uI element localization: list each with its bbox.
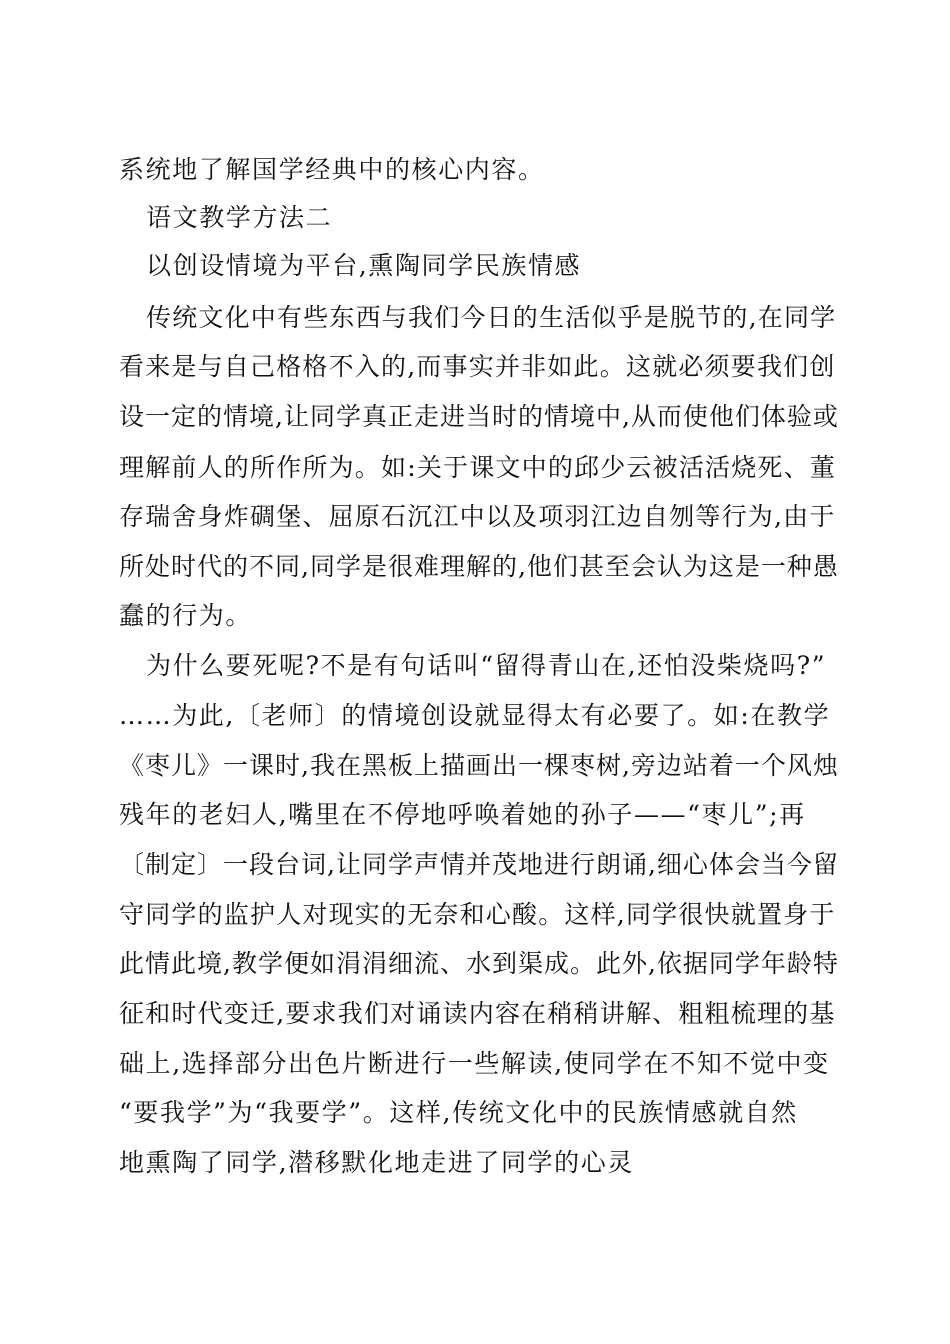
section-subheading: 以创设情境为平台,熏陶同学民族情感 [146, 251, 582, 280]
text-line: 〔制定〕一段台词,让同学声情并茂地进行朗诵,细心体会当今留 [119, 850, 839, 879]
text-line: 所处时代的不同,同学是很难理解的,他们甚至会认为这是一种愚 [119, 552, 839, 581]
section-heading: 语文教学方法二 [146, 203, 333, 232]
text-line: 蠢的行为。 [119, 601, 253, 630]
text-line: 理解前人的所作所为。如:关于课文中的邱少云被活活烧死、董 [119, 453, 837, 482]
text-line: ……为此,〔老师〕的情境创设就显得太有必要了。如:在教学 [119, 701, 831, 730]
text-line: 系统地了解国学经典中的核心内容。 [119, 155, 545, 184]
text-line: 设一定的情境,让同学真正走进当时的情境中,从而使他们体验或 [119, 402, 839, 431]
text-line: 传统文化中有些东西与我们今日的生活似乎是脱节的,在同学 [146, 303, 837, 332]
text-line: 守同学的监护人对现实的无奈和心酸。这样,同学很快就置身于 [119, 900, 836, 929]
text-line: “要我学”为“我要学”。这样,传统文化中的民族情感就自然 [119, 1098, 798, 1127]
text-line: 为什么要死呢?不是有句话叫“留得青山在,还怕没柴烧吗?” [146, 651, 827, 680]
text-line: 残年的老妇人,嘴里在不停地呼唤着她的孙子——“枣儿”;再 [119, 800, 806, 829]
text-line: 地熏陶了同学,潜移默化地走进了同学的心灵 [119, 1148, 634, 1177]
text-line: 征和时代变迁,要求我们对诵读内容在稍稍讲解、粗粗梳理的基 [119, 999, 836, 1028]
text-line: 看来是与自己格格不入的,而事实并非如此。这就必须要我们创 [119, 352, 836, 381]
text-line: 存瑞舍身炸碉堡、屈原石沉江中以及项羽江边自刎等行为,由于 [119, 502, 836, 531]
text-line: 《枣儿》一课时,我在黑板上描画出一棵枣树,旁边站着一个风烛 [119, 751, 839, 780]
text-line: 此情此境,教学便如涓涓细流、水到渠成。此外,依据同学年龄特 [119, 949, 839, 978]
text-line: 础上,选择部分出色片断进行一些解读,使同学在不知不觉中变 [119, 1049, 830, 1078]
